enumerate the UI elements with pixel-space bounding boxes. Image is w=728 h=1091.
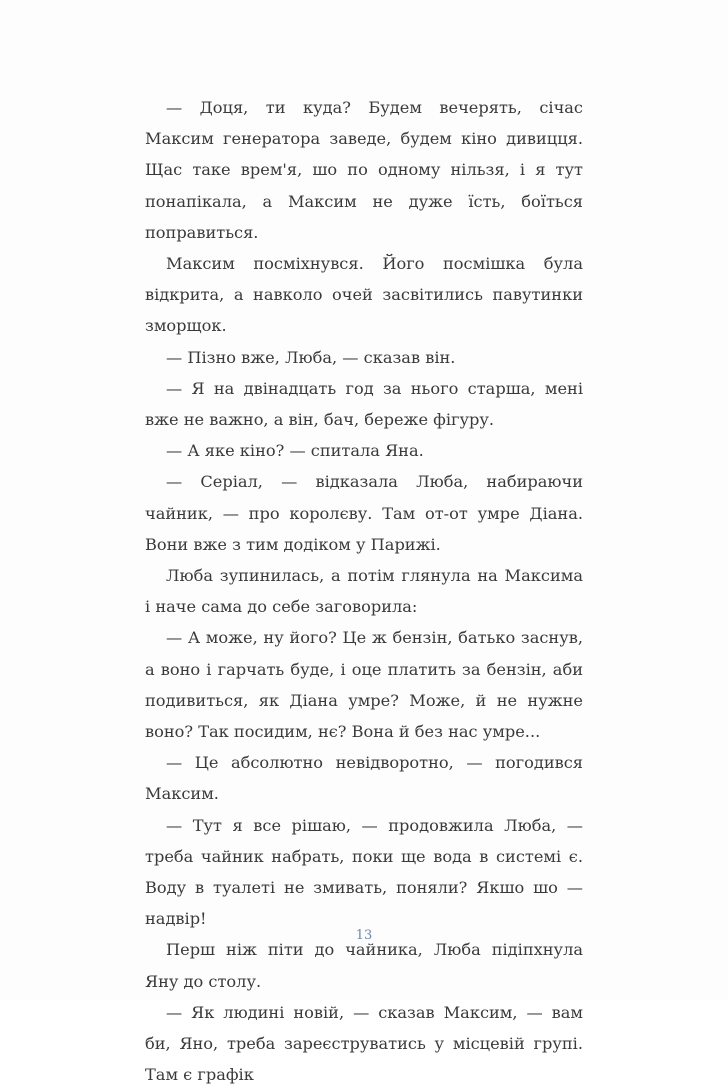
paragraph: — Я на двінадцать год за нього старша, мені вже не важно, а він, бач, береже фігуру. [145, 378, 583, 430]
paragraph: — Серіал, — відказала Люба, набираючи чайник, — про королєву. Там от-от умре Діана. Вони вже з тим додіком у Парижі. [145, 472, 583, 554]
paragraph: — Доця, ти куда? Будем вечерять, січас Максим генератора заведе, будем кіно дивицця. Щас таке врем'я, шо по одному нільзя, і я тут понапікала, а Максим не дуже їсть, боїться поправиться. [145, 98, 583, 242]
paragraph: — А яке кіно? — спитала Яна. [166, 441, 424, 461]
paragraph: — Це абсолютно невідворотно, — погодився Максим. [145, 753, 583, 804]
paragraph: Люба зупинилась, а потім глянула на Максима і наче сама до себе заговорила: [145, 566, 583, 617]
paragraph: Перш ніж піти до чайника, Люба підіпхнула Яну до столу. [145, 940, 583, 991]
page-number: 13 [355, 928, 373, 943]
paragraph: — Пізно вже, Люба, — сказав він. [166, 347, 456, 367]
paragraph: — Як людині новій, — сказав Максим, — вам би, Яно, треба зареєструватись у місцевій групі. Там є графік [145, 1002, 583, 1085]
paragraph: — Тут я все рішаю, — продовжила Люба, — треба чайник набрать, поки ще вода в системі є. Воду в туалеті не змивать, поняли? Якшо шо — надвір! [145, 815, 583, 929]
paragraph: — А може, ну його? Це ж бензін, батько заснув, а воно і гарчать буде, і оце платить за бензін, аби подивиться, як Діана умре? Може, й не нужне воно? Так посидим, нє? Вона й без нас умре... [145, 628, 583, 742]
paragraph: Максим посміхнувся. Його посмішка була відкрита, а навколо очей засвітились павутинки зморщок. [145, 254, 583, 336]
